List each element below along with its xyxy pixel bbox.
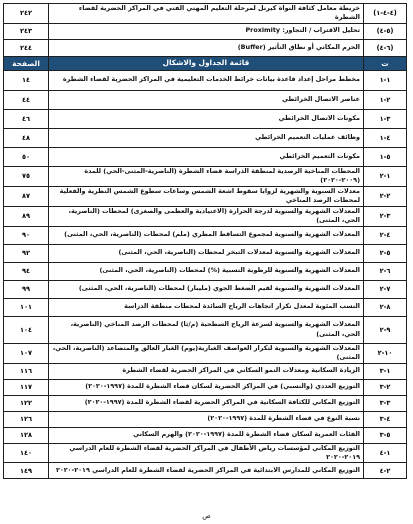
table-row [4, 427, 407, 443]
item-number: (٥-٤) [364, 23, 407, 39]
item-number: ٢-٣ [364, 379, 407, 395]
item-number: ٨-٢ [364, 298, 407, 316]
table-row [4, 39, 407, 56]
item-page: ١٠٤ [4, 316, 49, 343]
item-number: ١-٣ [364, 363, 407, 379]
item-number: ٢-١ [364, 90, 407, 109]
item-page: ٨٧ [4, 186, 49, 206]
contents-page [3, 3, 407, 479]
item-number: ٣-٣ [364, 395, 407, 411]
table-row [4, 316, 407, 343]
item-page: ١١٦ [4, 363, 49, 379]
table-row [4, 280, 407, 298]
header-number: ت [364, 56, 407, 70]
item-title: المعدلات الشهرية والسنوية لدرجة الحرارة (الاعتيادية والعظمى والصغرى) لمحطات (الناصرية، الحي، المثنى) [49, 206, 364, 226]
item-title: المحطات المناخية الرصدية لمنطقة الدراسة قضاء الشطرة (الناصرية-المثنى-الحي) للمدة (٢٠٠٩-٢٠٢٠) [49, 166, 364, 186]
table-row [4, 166, 407, 186]
item-page: ٩٤ [4, 262, 49, 280]
table-row [4, 206, 407, 226]
item-number: ٤-٢ [364, 226, 407, 244]
table-header-row [4, 56, 407, 70]
table-row [4, 90, 407, 109]
item-page: ١٤ [4, 70, 49, 90]
item-title: الحرم المكاني أو نطاق التأثير (Buffer) [49, 39, 364, 56]
item-title: المعدلات الشهرية والسنوية لسرعة الرياح السطحية (م/ثا) لمحطات الرصد المناخي (الناصرية، الحي، المثنى) [49, 316, 364, 343]
item-number: ٤-١ [364, 128, 407, 147]
item-title: وظائف عمليات التعميم الخرائطي [49, 128, 364, 147]
item-page: ٩٢ [4, 244, 49, 262]
table-row [4, 395, 407, 411]
item-title: عناصر الاتصال الخرائطي [49, 90, 364, 109]
table-row [4, 226, 407, 244]
item-title: التوزيع العددي (والنسبي) في المراكز الحضرية لسكان قضاء الشطرة للمدة (١٩٩٧-٢٠٢٠) [49, 379, 364, 395]
table-row [4, 147, 407, 166]
table-row [4, 244, 407, 262]
table-row [4, 363, 407, 379]
item-number: ٥-٣ [364, 427, 407, 443]
table-row [4, 4, 407, 24]
table-row [4, 443, 407, 463]
item-title: التوزيع المكاني لمؤسسات رياض الأطفال في المراكز الحضرية لقضاء الشطرة للعام الدراسي ٢٠١٩-٢٠٢٠ [49, 443, 364, 463]
item-title: الزيادة السكانية ومعدلات النمو السكاني في المراكز الحضرية لقضاء الشطرة [49, 363, 364, 379]
item-page: ٤٤ [4, 90, 49, 109]
table-row [4, 70, 407, 90]
item-number: (٤-٤-١) [364, 4, 407, 24]
item-page: ٢٤٤ [4, 39, 49, 56]
item-number: ١-٤ [364, 443, 407, 463]
item-title: المعدلات الشهرية والسنوية لمعدلات التبخر لمحطات (الناصرية، الحي، المثنى) [49, 244, 364, 262]
item-page: ١٤٠ [4, 443, 49, 463]
item-title: التوزيع المكاني للكثافة السكانية في المراكز الحضرية لقضاء الشطرة للمدة (١٩٩٧-٢٠٢٠) [49, 395, 364, 411]
item-title: معدلات السنوية والشهرية لزوايا سقوط اشعة الشمس وساعات سطوع الشمس النظرية والفعلية لمحطات الرصد المناخي [49, 186, 364, 206]
table-row [4, 262, 407, 280]
item-number: ٥-٢ [364, 244, 407, 262]
item-title: خريطة معامل كثافة النواة كيرنل لمرحلة التعليم المهني الفني في المراكز الحضرية لقضاء الشطرة [49, 4, 364, 24]
table-row [4, 128, 407, 147]
item-page: ٤٨ [4, 128, 49, 147]
page-number-footer: ص [202, 512, 211, 520]
item-number: ٣-١ [364, 109, 407, 128]
header-title: قائمة الجداول والاشكال [49, 56, 364, 70]
table-row [4, 379, 407, 395]
item-page: ٢٤٣ [4, 23, 49, 39]
item-title: مخطط مراحل إعداد قاعدة بيانات خرائط الخدمات التعليمية في المراكز الحضرية لقضاء الشطرة [49, 70, 364, 90]
item-page: ١٤٩ [4, 463, 49, 479]
item-title: الفئات العمرية لسكان قضاء الشطرة للمدة (١٩٩٧-٢٠٢٠) والهرم السكاني [49, 427, 364, 443]
item-page: ٨٩ [4, 206, 49, 226]
item-title: نسبة النوع في قضاء الشطرة للمدة (١٩٩٧-٢٠٢٠) [49, 411, 364, 427]
item-page: ١٢٦ [4, 411, 49, 427]
item-number: ٢-٢ [364, 186, 407, 206]
table-row [4, 343, 407, 363]
item-number: ٥-١ [364, 147, 407, 166]
item-title: التوزيع المكاني للمدارس الابتدائية في المراكز الحضرية لقضاء الشطرة للعام الدراسي ٢٠١٩-٢٠٢٠ [49, 463, 364, 479]
item-page: ١١٧ [4, 379, 49, 395]
item-number: ٦-٢ [364, 262, 407, 280]
table-row [4, 186, 407, 206]
item-page: ٩٩ [4, 280, 49, 298]
item-page: ٥٠ [4, 147, 49, 166]
item-title: مكونات التعميم الخرائطي [49, 147, 364, 166]
item-title: المعدلات الشهرية والسنوية لمجموع التساقط المطري (ملم) لمحطات (الناصرية، الحي، المثنى) [49, 226, 364, 244]
item-title: المعدلات الشهرية والسنوية لقيم الضغط الجوي (مليبار) لمحطات (الناصرية، الحي، المثنى) [49, 280, 364, 298]
table-row [4, 109, 407, 128]
item-title: النسب المئوية لمعدل تكرار اتجاهات الرياح السائدة لمحطات منطقة الدراسة [49, 298, 364, 316]
item-number: ١٠-٢ [364, 343, 407, 363]
table-row [4, 298, 407, 316]
item-page: ١٠١ [4, 298, 49, 316]
item-page: ١٢٢ [4, 395, 49, 411]
item-title: مكونات الاتصال الخرائطي [49, 109, 364, 128]
item-page: ١٠٧ [4, 343, 49, 363]
item-page: ١٢٨ [4, 427, 49, 443]
table-row [4, 411, 407, 427]
contents-table [3, 3, 407, 479]
item-page: ٧٥ [4, 166, 49, 186]
header-page: الصفحة [4, 56, 49, 70]
item-number: ٢-٤ [364, 463, 407, 479]
item-number: ١-١ [364, 70, 407, 90]
item-title: تحليل الاقتراب / التجاور: Proximity [49, 23, 364, 39]
item-number: ٣-٢ [364, 206, 407, 226]
item-title: المعدلات الشهرية والسنوية للرطوبة النسبية (%) لمحطات (الناصرية، الحي، المثنى) [49, 262, 364, 280]
table-row [4, 23, 407, 39]
item-page: ٢٤٢ [4, 4, 49, 24]
item-number: ٧-٢ [364, 280, 407, 298]
item-page: ٩٠ [4, 226, 49, 244]
item-title: المعدلات الشهرية والسنوية لتكرار العواصف الغبارية(يوم) الغبار العالق والمتصاعد (الناصرية، الحي، المثنى) [49, 343, 364, 363]
item-number: ١-٢ [364, 166, 407, 186]
item-number: ٩-٢ [364, 316, 407, 343]
item-number: (٦-٤) [364, 39, 407, 56]
item-number: ٤-٣ [364, 411, 407, 427]
table-row [4, 463, 407, 479]
item-page: ٤٦ [4, 109, 49, 128]
